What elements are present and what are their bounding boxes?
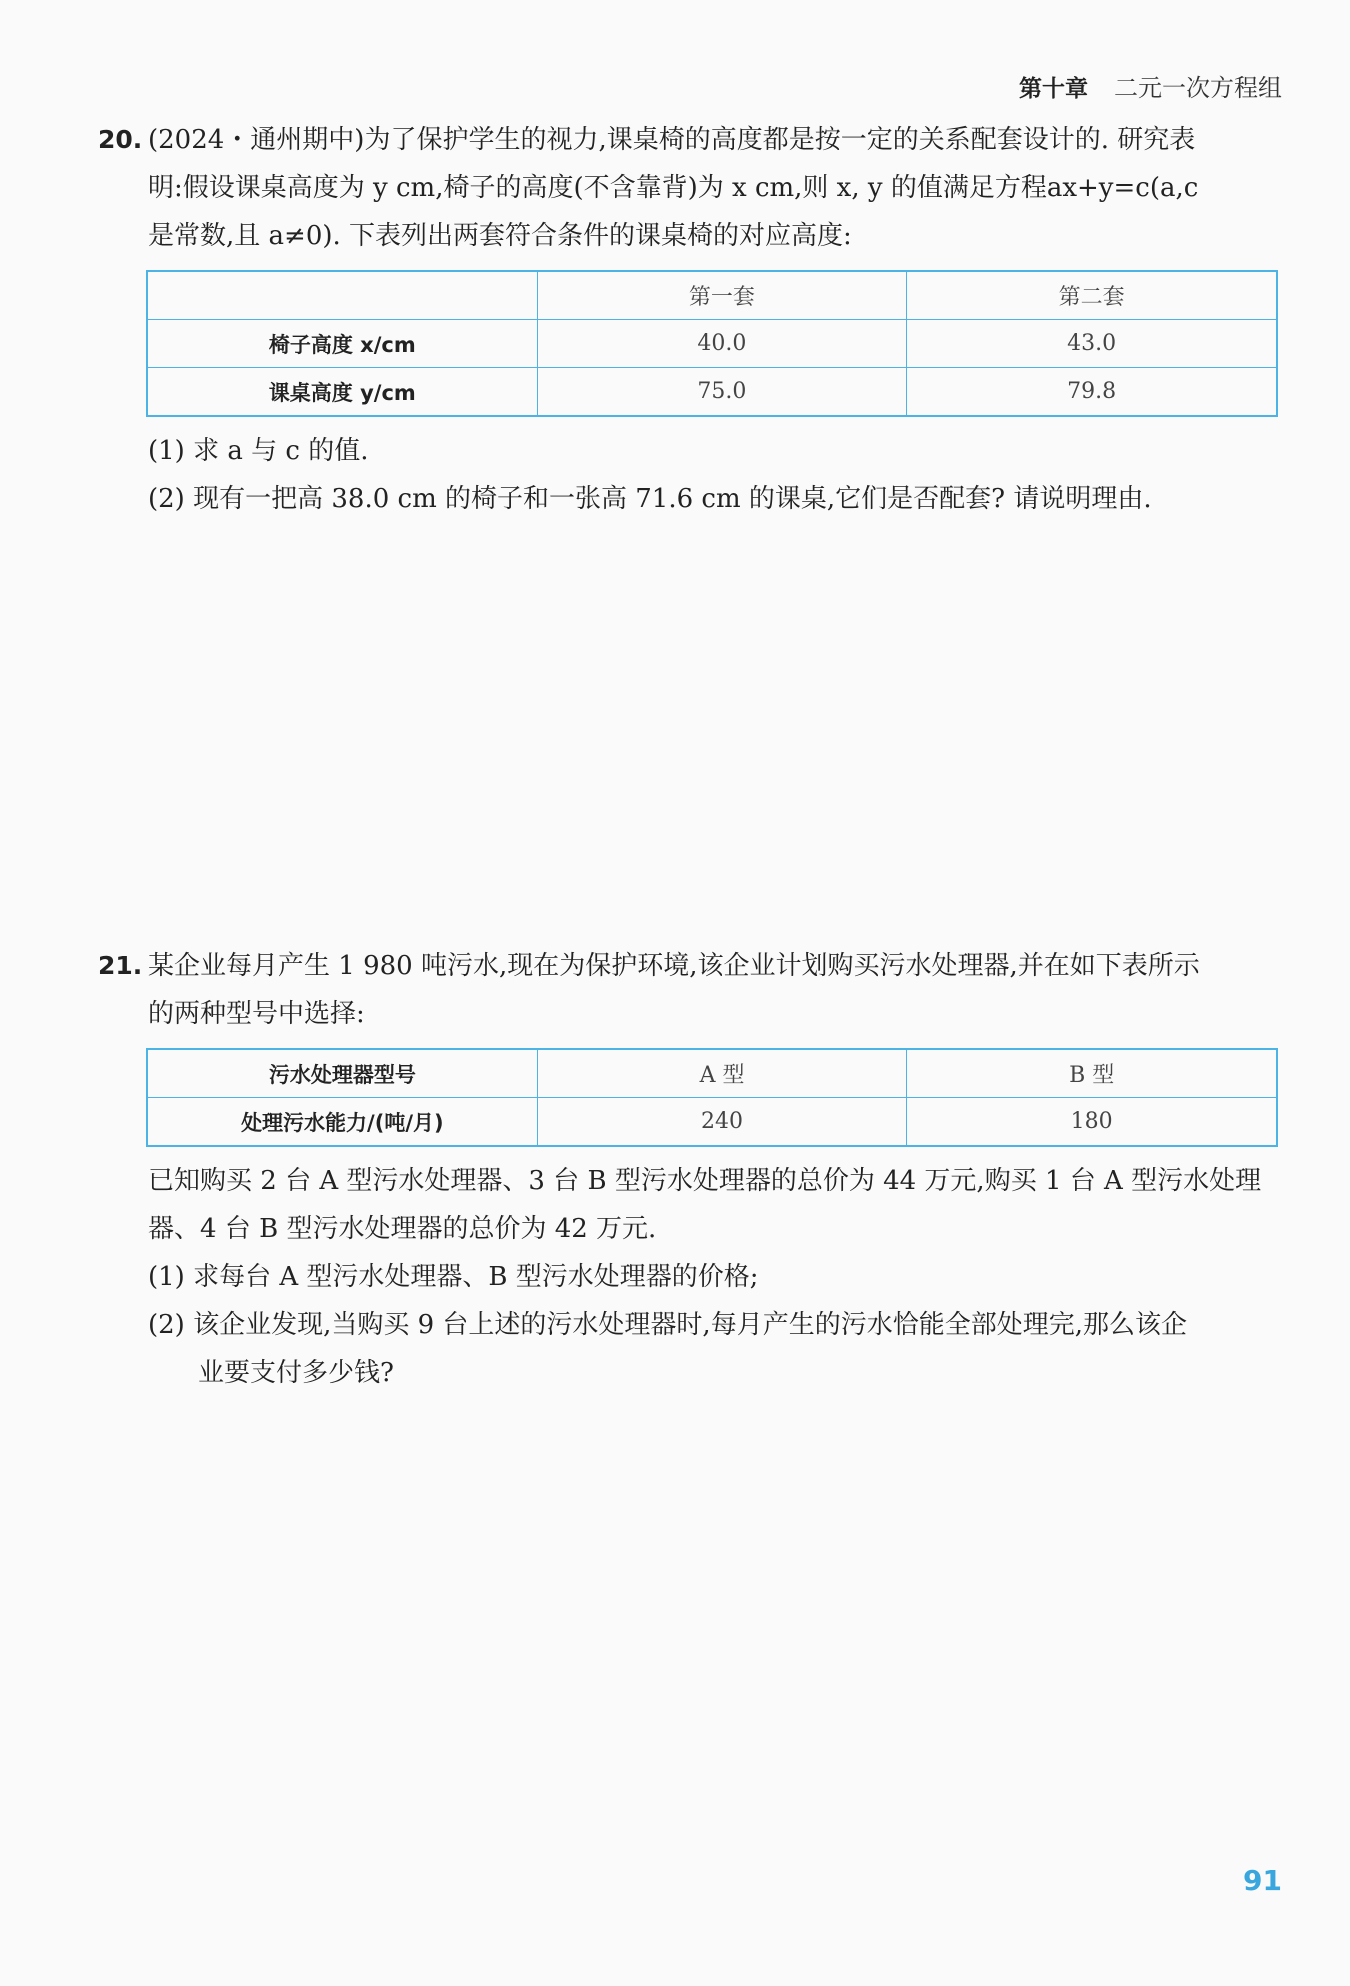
problem-20-intro-line1: (2024・通州期中)为了保护学生的视力,课桌椅的高度都是按一定的关系配套设计的. 研究表 [148, 125, 1196, 155]
problem-21 [98, 942, 1288, 1397]
chapter-label: 第十章 [1019, 76, 1088, 102]
problem-21-body-line2: 器、4 台 B 型污水处理器的总价为 42 万元. [148, 1214, 657, 1244]
table-cell: 75.0 [537, 368, 907, 417]
problem-21-body-line1: 已知购买 2 台 A 型污水处理器、3 台 B 型污水处理器的总价为 44 万元,购买 1 台 A 型污水处理 [148, 1166, 1262, 1196]
table-header-cell: 第一套 [537, 271, 907, 320]
sewage-processor-table [146, 1048, 1278, 1147]
table-row [147, 320, 1277, 368]
problem-20-intro-line3: 是常数,且 a≠0). 下表列出两套符合条件的课桌椅的对应高度: [148, 221, 852, 251]
page-header [1019, 68, 1282, 103]
table-row-label: 课桌高度 y/cm [147, 368, 537, 417]
chapter-topic: 二元一次方程组 [1114, 74, 1282, 102]
table-row [147, 1098, 1277, 1147]
problem-20-sub1: (1) 求 a 与 c 的值. [148, 436, 369, 466]
problem-21-sub2-line2: 业要支付多少钱? [198, 1358, 394, 1388]
problem-20-intro-line2: 明:假设课桌高度为 y cm,椅子的高度(不含靠背)为 x cm,则 x, y 的值满足方程ax+y=c(a,c [148, 173, 1199, 203]
table-row [147, 1049, 1277, 1098]
problem-20-sub2: (2) 现有一把高 38.0 cm 的椅子和一张高 71.6 cm 的课桌,它们是否配套? 请说明理由. [148, 484, 1152, 514]
problem-20 [98, 116, 1288, 523]
problem-21-sub1: (1) 求每台 A 型污水处理器、B 型污水处理器的价格; [148, 1262, 759, 1292]
problem-20-intro [98, 116, 1288, 164]
problem-20-number: 20. [98, 125, 143, 154]
table-cell: 240 [537, 1098, 907, 1147]
problem-21-sub2-line1: (2) 该企业发现,当购买 9 台上述的污水处理器时,每月产生的污水恰能全部处理完,那么该企 [148, 1310, 1187, 1340]
desk-chair-table [146, 270, 1278, 417]
problem-21-intro [98, 942, 1288, 990]
table-row-label: 污水处理器型号 [147, 1049, 537, 1098]
table-cell: 180 [907, 1098, 1277, 1147]
table-cell: 79.8 [907, 368, 1277, 417]
table-cell: A 型 [537, 1049, 907, 1098]
table-cell: 43.0 [907, 320, 1277, 368]
problem-21-intro-line1: 某企业每月产生 1 980 吨污水,现在为保护环境,该企业计划购买污水处理器,并在如下表所示 [148, 951, 1200, 981]
table-header-row [147, 271, 1277, 320]
table-cell: 40.0 [537, 320, 907, 368]
problem-21-intro-line2: 的两种型号中选择: [148, 999, 365, 1029]
page-number: 91 [1243, 1864, 1282, 1897]
table-header-cell [147, 271, 537, 320]
table-row-label: 椅子高度 x/cm [147, 320, 537, 368]
table-row [147, 368, 1277, 417]
table-row-label: 处理污水能力/(吨/月) [147, 1098, 537, 1147]
problem-21-number: 21. [98, 951, 143, 980]
table-header-cell: 第二套 [907, 271, 1277, 320]
table-cell: B 型 [907, 1049, 1277, 1098]
